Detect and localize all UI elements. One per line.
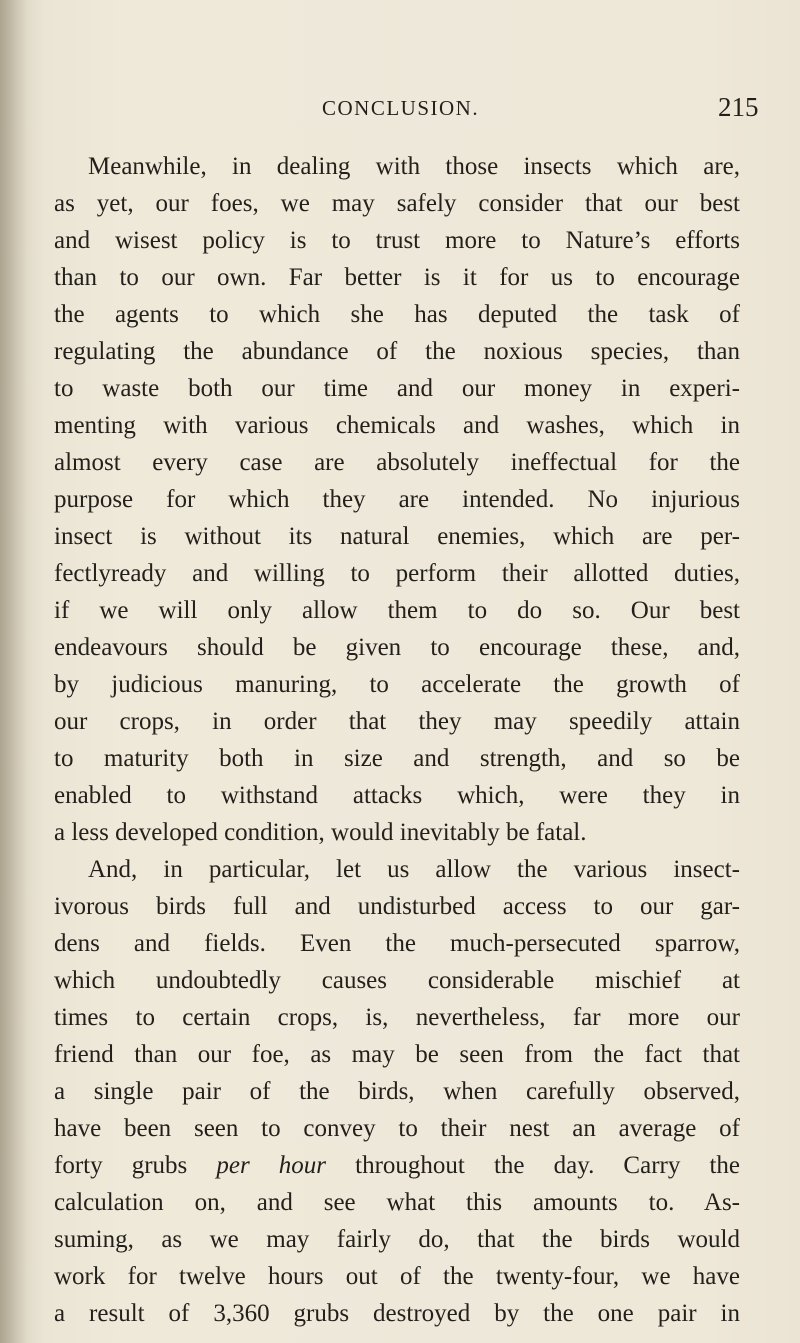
text-line: a single pair of the birds, when carefully observed, (54, 1078, 740, 1105)
binding-shadow (0, 0, 28, 1343)
text-line: suming, as we may fairly do, that the birds would (54, 1226, 740, 1253)
running-head (0, 92, 800, 136)
text-line: to waste both our time and our money in experi- (54, 375, 740, 402)
text-line: as yet, our foes, we may safely consider that our best (54, 190, 740, 217)
chapter-title: CONCLUSION. (322, 96, 480, 120)
text-line: times to certain crops, is, nevertheless, far more our (54, 1004, 740, 1031)
text-line: than to our own. Far better is it for us to encourage (54, 264, 740, 291)
text-line: almost every case are absolutely ineffectual for the (54, 449, 740, 476)
text-line: friend than our foe, as may be seen from the fact that (54, 1041, 740, 1068)
text-line: the agents to which she has deputed the task of (54, 301, 740, 328)
text-line: to maturity both in size and strength, and so be (54, 745, 740, 772)
text-line: have been seen to convey to their nest an average of (54, 1115, 740, 1142)
text-line: regulating the abundance of the noxious species, than (54, 338, 740, 365)
text-line: endeavours should be given to encourage these, and, (54, 634, 740, 661)
text-line: enabled to withstand attacks which, were they in (54, 782, 740, 809)
text-line: fectlyready and willing to perform their allotted duties, (54, 560, 740, 587)
text-line: work for twelve hours out of the twenty-four, we have (54, 1263, 740, 1290)
text-line: if we will only allow them to do so. Our best (54, 597, 740, 624)
text-line: by judicious manuring, to accelerate the growth of (54, 671, 740, 698)
text-line: a less developed condition, would inevitably be fatal. (54, 819, 587, 846)
text-line: And, in particular, let us allow the various insect- (88, 856, 740, 883)
body-text (54, 148, 740, 1332)
text-line: our crops, in order that they may speedily attain (54, 708, 740, 735)
text-line: ivorous birds full and undisturbed access to our gar- (54, 893, 740, 920)
text-line: dens and fields. Even the much-persecuted sparrow, (54, 930, 740, 957)
text-line-with-italic (54, 1147, 740, 1184)
text-line: and wisest policy is to trust more to Nature’s efforts (54, 227, 740, 254)
text-line: Meanwhile, in dealing with those insects which are, (88, 153, 740, 180)
text-line: a result of 3,360 grubs destroyed by the one pair in (54, 1300, 740, 1327)
italic-phrase: per hour (216, 1152, 327, 1179)
page-number: 215 (718, 92, 759, 122)
text-segment: forty grubs (54, 1152, 217, 1179)
text-segment: throughout the day. Carry the (326, 1152, 740, 1179)
text-line: calculation on, and see what this amounts to. As- (54, 1189, 740, 1216)
text-line: insect is without its natural enemies, which are per- (54, 523, 740, 550)
text-line: menting with various chemicals and washes, which in (54, 412, 740, 439)
text-line: which undoubtedly causes considerable mischief at (54, 967, 740, 994)
text-line: purpose for which they are intended. No injurious (54, 486, 740, 513)
